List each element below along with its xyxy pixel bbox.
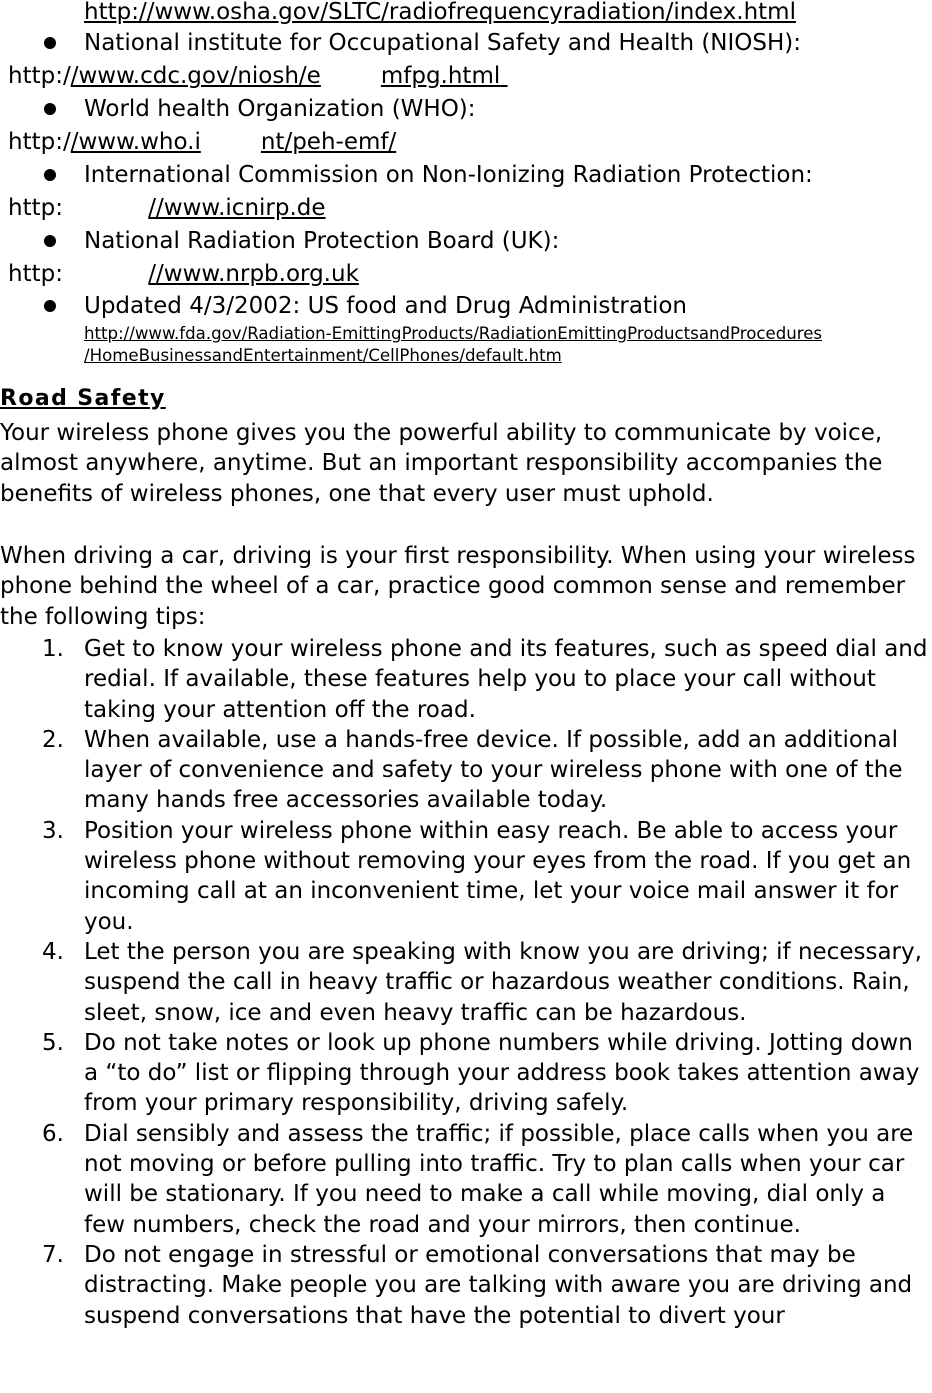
tip-item bbox=[0, 1028, 932, 1119]
tip-item bbox=[0, 634, 932, 725]
who-link-line[interactable] bbox=[8, 127, 396, 157]
tip-text: Do not engage in stressful or emotional conversations that may be distracting. Make people you are talking with aware you are driving and suspend conversations that have the potential to divert your bbox=[84, 1241, 913, 1329]
tip-number: 1. bbox=[42, 636, 64, 662]
bullet-icon bbox=[44, 169, 56, 181]
niosh-url-part-a[interactable]: /www.cdc.gov/niosh/e bbox=[70, 63, 321, 89]
intro-paragraph-2: When driving a car, driving is your first responsibility. When using your wireless phone behind the wheel of a car, practice good common sense and remember the following tips: bbox=[0, 543, 916, 630]
tip-number: 7. bbox=[42, 1241, 64, 1268]
section-heading-road-safety: Road Safety bbox=[0, 386, 166, 411]
niosh-url-part-b[interactable]: mfpg.html bbox=[380, 63, 501, 89]
tip-text: Let the person you are speaking with know you are driving; if necessary, suspend the call in heavy traffic or hazardous weather conditions. Rain, sleet, snow, ice and even heavy traffic can be hazardous. bbox=[84, 938, 922, 1026]
tip-number: 5. bbox=[42, 1029, 64, 1056]
tip-text: Get to know your wireless phone and its features, such as speed dial and redial. If available, these features help you to place your call without taking your attention off the road. bbox=[84, 636, 928, 723]
who-label: World health Organization (WHO): bbox=[84, 96, 476, 122]
osha-link[interactable]: http://www.osha.gov/SLTC/radiofrequencyradiation/index.html bbox=[84, 0, 796, 25]
tip-text: Position your wireless phone within easy reach. Be able to access your wireless phone without removing your eyes from the road. If you get an incoming call at an inconvenient time, let your voice mail answer it for you. bbox=[84, 817, 912, 935]
niosh-link-line[interactable] bbox=[8, 61, 508, 91]
fda-label: Updated 4/3/2002: US food and Drug Administration bbox=[84, 293, 687, 319]
who-url-part-b[interactable]: nt/peh-emf/ bbox=[260, 129, 397, 155]
nrpb-label: National Radiation Protection Board (UK): bbox=[84, 228, 560, 254]
intro-paragraph-1: Your wireless phone gives you the powerful ability to communicate by voice, almost anywhere, anytime. But an important responsibility accompanies the benefits of wireless phones, one that every user must uphold. bbox=[0, 420, 883, 507]
tip-text: Do not take notes or look up phone numbers while driving. Jotting down a “to do” list or flipping through your address book takes attention away from your primary responsibility, driving safely. bbox=[84, 1029, 920, 1117]
icnirp-link-line[interactable] bbox=[8, 193, 326, 223]
fda-url-line-2[interactable]: /HomeBusinessandEntertainment/CellPhones/default.htm bbox=[84, 346, 562, 365]
tip-item bbox=[0, 937, 932, 1028]
tip-item bbox=[0, 1119, 932, 1240]
tip-number: 3. bbox=[42, 817, 64, 844]
nrpb-url[interactable]: //www.nrpb.org.uk bbox=[148, 261, 359, 287]
icnirp-url[interactable]: //www.icnirp.de bbox=[148, 195, 326, 221]
fda-url-line-1[interactable]: http://www.fda.gov/Radiation-EmittingProducts/RadiationEmittingProductsandProcedures bbox=[84, 324, 823, 343]
bullet-icon bbox=[44, 235, 56, 247]
tips-list bbox=[0, 634, 932, 1331]
bullet-icon bbox=[44, 103, 56, 115]
tip-item bbox=[0, 816, 932, 937]
tip-text: When available, use a hands-free device. If possible, add an additional layer of convenience and safety to your wireless phone with one of the many hands free accessories available today. bbox=[84, 726, 903, 814]
tip-number: 2. bbox=[42, 726, 64, 753]
who-url-part-a[interactable]: /www.who.i bbox=[70, 129, 201, 155]
icnirp-url-prefix: http: bbox=[8, 195, 63, 221]
tip-item bbox=[0, 725, 932, 816]
tip-item bbox=[0, 1240, 932, 1331]
nrpb-link-line[interactable] bbox=[8, 259, 359, 289]
nrpb-url-prefix: http: bbox=[8, 261, 63, 287]
bullet-icon bbox=[44, 300, 56, 312]
niosh-url-prefix: http:/ bbox=[8, 63, 71, 89]
bullet-icon bbox=[44, 37, 56, 49]
who-url-prefix: http:/ bbox=[8, 129, 71, 155]
icnirp-label: International Commission on Non-Ionizing Radiation Protection: bbox=[84, 162, 813, 188]
tip-number: 6. bbox=[42, 1120, 64, 1147]
niosh-label: National institute for Occupational Safety and Health (NIOSH): bbox=[84, 30, 802, 56]
tip-text: Dial sensibly and assess the traffic; if possible, place calls when you are not moving or before pulling into traffic. Try to plan calls when your car will be stationary. If you need to make a call while moving, dial only a few numbers, check the road and your mirrors, then continue. bbox=[84, 1120, 914, 1238]
tip-number: 4. bbox=[42, 938, 64, 965]
fda-link[interactable] bbox=[84, 323, 822, 367]
